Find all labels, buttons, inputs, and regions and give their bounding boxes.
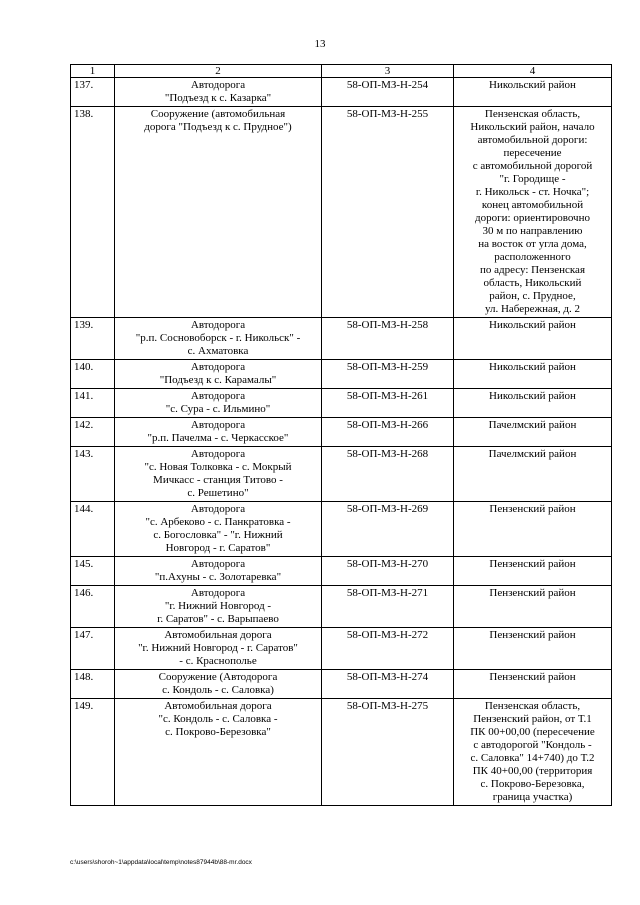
road-name: Автодорога "п.Ахуны - с. Золотаревка" — [115, 557, 322, 586]
table-row — [71, 699, 612, 806]
row-number: 138. — [71, 107, 115, 318]
road-name: Автодорога "р.п. Сосновоборск - г. Никольск" - с. Ахматовка — [115, 318, 322, 360]
table-row — [71, 628, 612, 670]
road-name: Сооружение (автомобильная дорога "Подъезд к с. Прудное") — [115, 107, 322, 318]
road-location: Никольский район — [454, 318, 612, 360]
road-code: 58-ОП-МЗ-Н-275 — [322, 699, 454, 806]
road-location: Пачелмский район — [454, 418, 612, 447]
road-location: Пензенский район — [454, 502, 612, 557]
road-code: 58-ОП-МЗ-Н-272 — [322, 628, 454, 670]
road-name: Автодорога "с. Новая Толковка - с. Мокрый Мичкасс - станция Титово - с. Решетино" — [115, 447, 322, 502]
road-name: Автомобильная дорога "с. Кондоль - с. Саловка - с. Покрово-Березовка" — [115, 699, 322, 806]
road-code: 58-ОП-МЗ-Н-266 — [322, 418, 454, 447]
road-code: 58-ОП-МЗ-Н-254 — [322, 78, 454, 107]
row-number: 148. — [71, 670, 115, 699]
header-col-3: 3 — [322, 65, 454, 78]
row-number: 139. — [71, 318, 115, 360]
table-row — [71, 107, 612, 318]
table-row — [71, 670, 612, 699]
road-code: 58-ОП-МЗ-Н-259 — [322, 360, 454, 389]
row-number: 149. — [71, 699, 115, 806]
road-name: Автодорога "Подъезд к с. Казарка" — [115, 78, 322, 107]
road-location: Пензенский район — [454, 670, 612, 699]
road-location: Пензенский район — [454, 586, 612, 628]
table-row — [71, 557, 612, 586]
road-name: Автодорога "р.п. Пачелма - с. Черкасское" — [115, 418, 322, 447]
row-number: 141. — [71, 389, 115, 418]
road-name: Автодорога "с. Арбеково - с. Панкратовка - с. Богословка" - "г. Нижний Новгород - г. Саратов" — [115, 502, 322, 557]
road-name: Автодорога "Подъезд к с. Карамалы" — [115, 360, 322, 389]
road-code: 58-ОП-МЗ-Н-258 — [322, 318, 454, 360]
header-col-4: 4 — [454, 65, 612, 78]
table-row — [71, 502, 612, 557]
page-number: 13 — [314, 38, 326, 50]
road-code: 58-ОП-МЗ-Н-261 — [322, 389, 454, 418]
table-row — [71, 318, 612, 360]
road-location: Пензенский район — [454, 628, 612, 670]
road-code: 58-ОП-МЗ-Н-255 — [322, 107, 454, 318]
roads-table — [70, 64, 612, 806]
road-name: Автодорога "г. Нижний Новгород - г. Саратов" - с. Варыпаево — [115, 586, 322, 628]
table-row — [71, 447, 612, 502]
road-code: 58-ОП-МЗ-Н-268 — [322, 447, 454, 502]
road-code: 58-ОП-МЗ-Н-269 — [322, 502, 454, 557]
header-col-2: 2 — [115, 65, 322, 78]
road-location: Никольский район — [454, 78, 612, 107]
table-row — [71, 360, 612, 389]
road-code: 58-ОП-МЗ-Н-274 — [322, 670, 454, 699]
row-number: 140. — [71, 360, 115, 389]
footer-file-path: c:\users\shoroh~1\appdata\local\temp\notes87944b\88-mr.docx — [70, 859, 252, 866]
road-location: Пачелмский район — [454, 447, 612, 502]
road-location: Пензенская область, Никольский район, начало автомобильной дороги: пересечение с автомобильной дорогой "г. Городище - г. Никольск - ст. Ночка"; конец автомобильной дороги: ориентировочно 30 м по направлению на восток от угла дома, расположенного по адресу: Пензенская область, Никольский район, с. Прудное, ул. Набережная, д. 2 — [454, 107, 612, 318]
header-col-1: 1 — [71, 65, 115, 78]
table-row — [71, 418, 612, 447]
row-number: 146. — [71, 586, 115, 628]
table-row — [71, 78, 612, 107]
road-location: Никольский район — [454, 360, 612, 389]
row-number: 142. — [71, 418, 115, 447]
road-location: Пензенский район — [454, 557, 612, 586]
row-number: 147. — [71, 628, 115, 670]
road-code: 58-ОП-МЗ-Н-270 — [322, 557, 454, 586]
row-number: 145. — [71, 557, 115, 586]
road-code: 58-ОП-МЗ-Н-271 — [322, 586, 454, 628]
road-name: Автодорога "с. Сура - с. Ильмино" — [115, 389, 322, 418]
row-number: 143. — [71, 447, 115, 502]
table-header-row — [71, 65, 612, 78]
table-row — [71, 586, 612, 628]
table-row — [71, 389, 612, 418]
road-location: Пензенская область, Пензенский район, от Т.1 ПК 00+00,00 (пересечение с автодорогой "Кондоль - с. Саловка" 14+740) до Т.2 ПК 40+00,00 (территория с. Покрово-Березовка, граница участка) — [454, 699, 612, 806]
road-name: Автомобильная дорога "г. Нижний Новгород - г. Саратов" - с. Краснополье — [115, 628, 322, 670]
row-number: 144. — [71, 502, 115, 557]
road-name: Сооружение (Автодорога с. Кондоль - с. Саловка) — [115, 670, 322, 699]
road-location: Никольский район — [454, 389, 612, 418]
row-number: 137. — [71, 78, 115, 107]
